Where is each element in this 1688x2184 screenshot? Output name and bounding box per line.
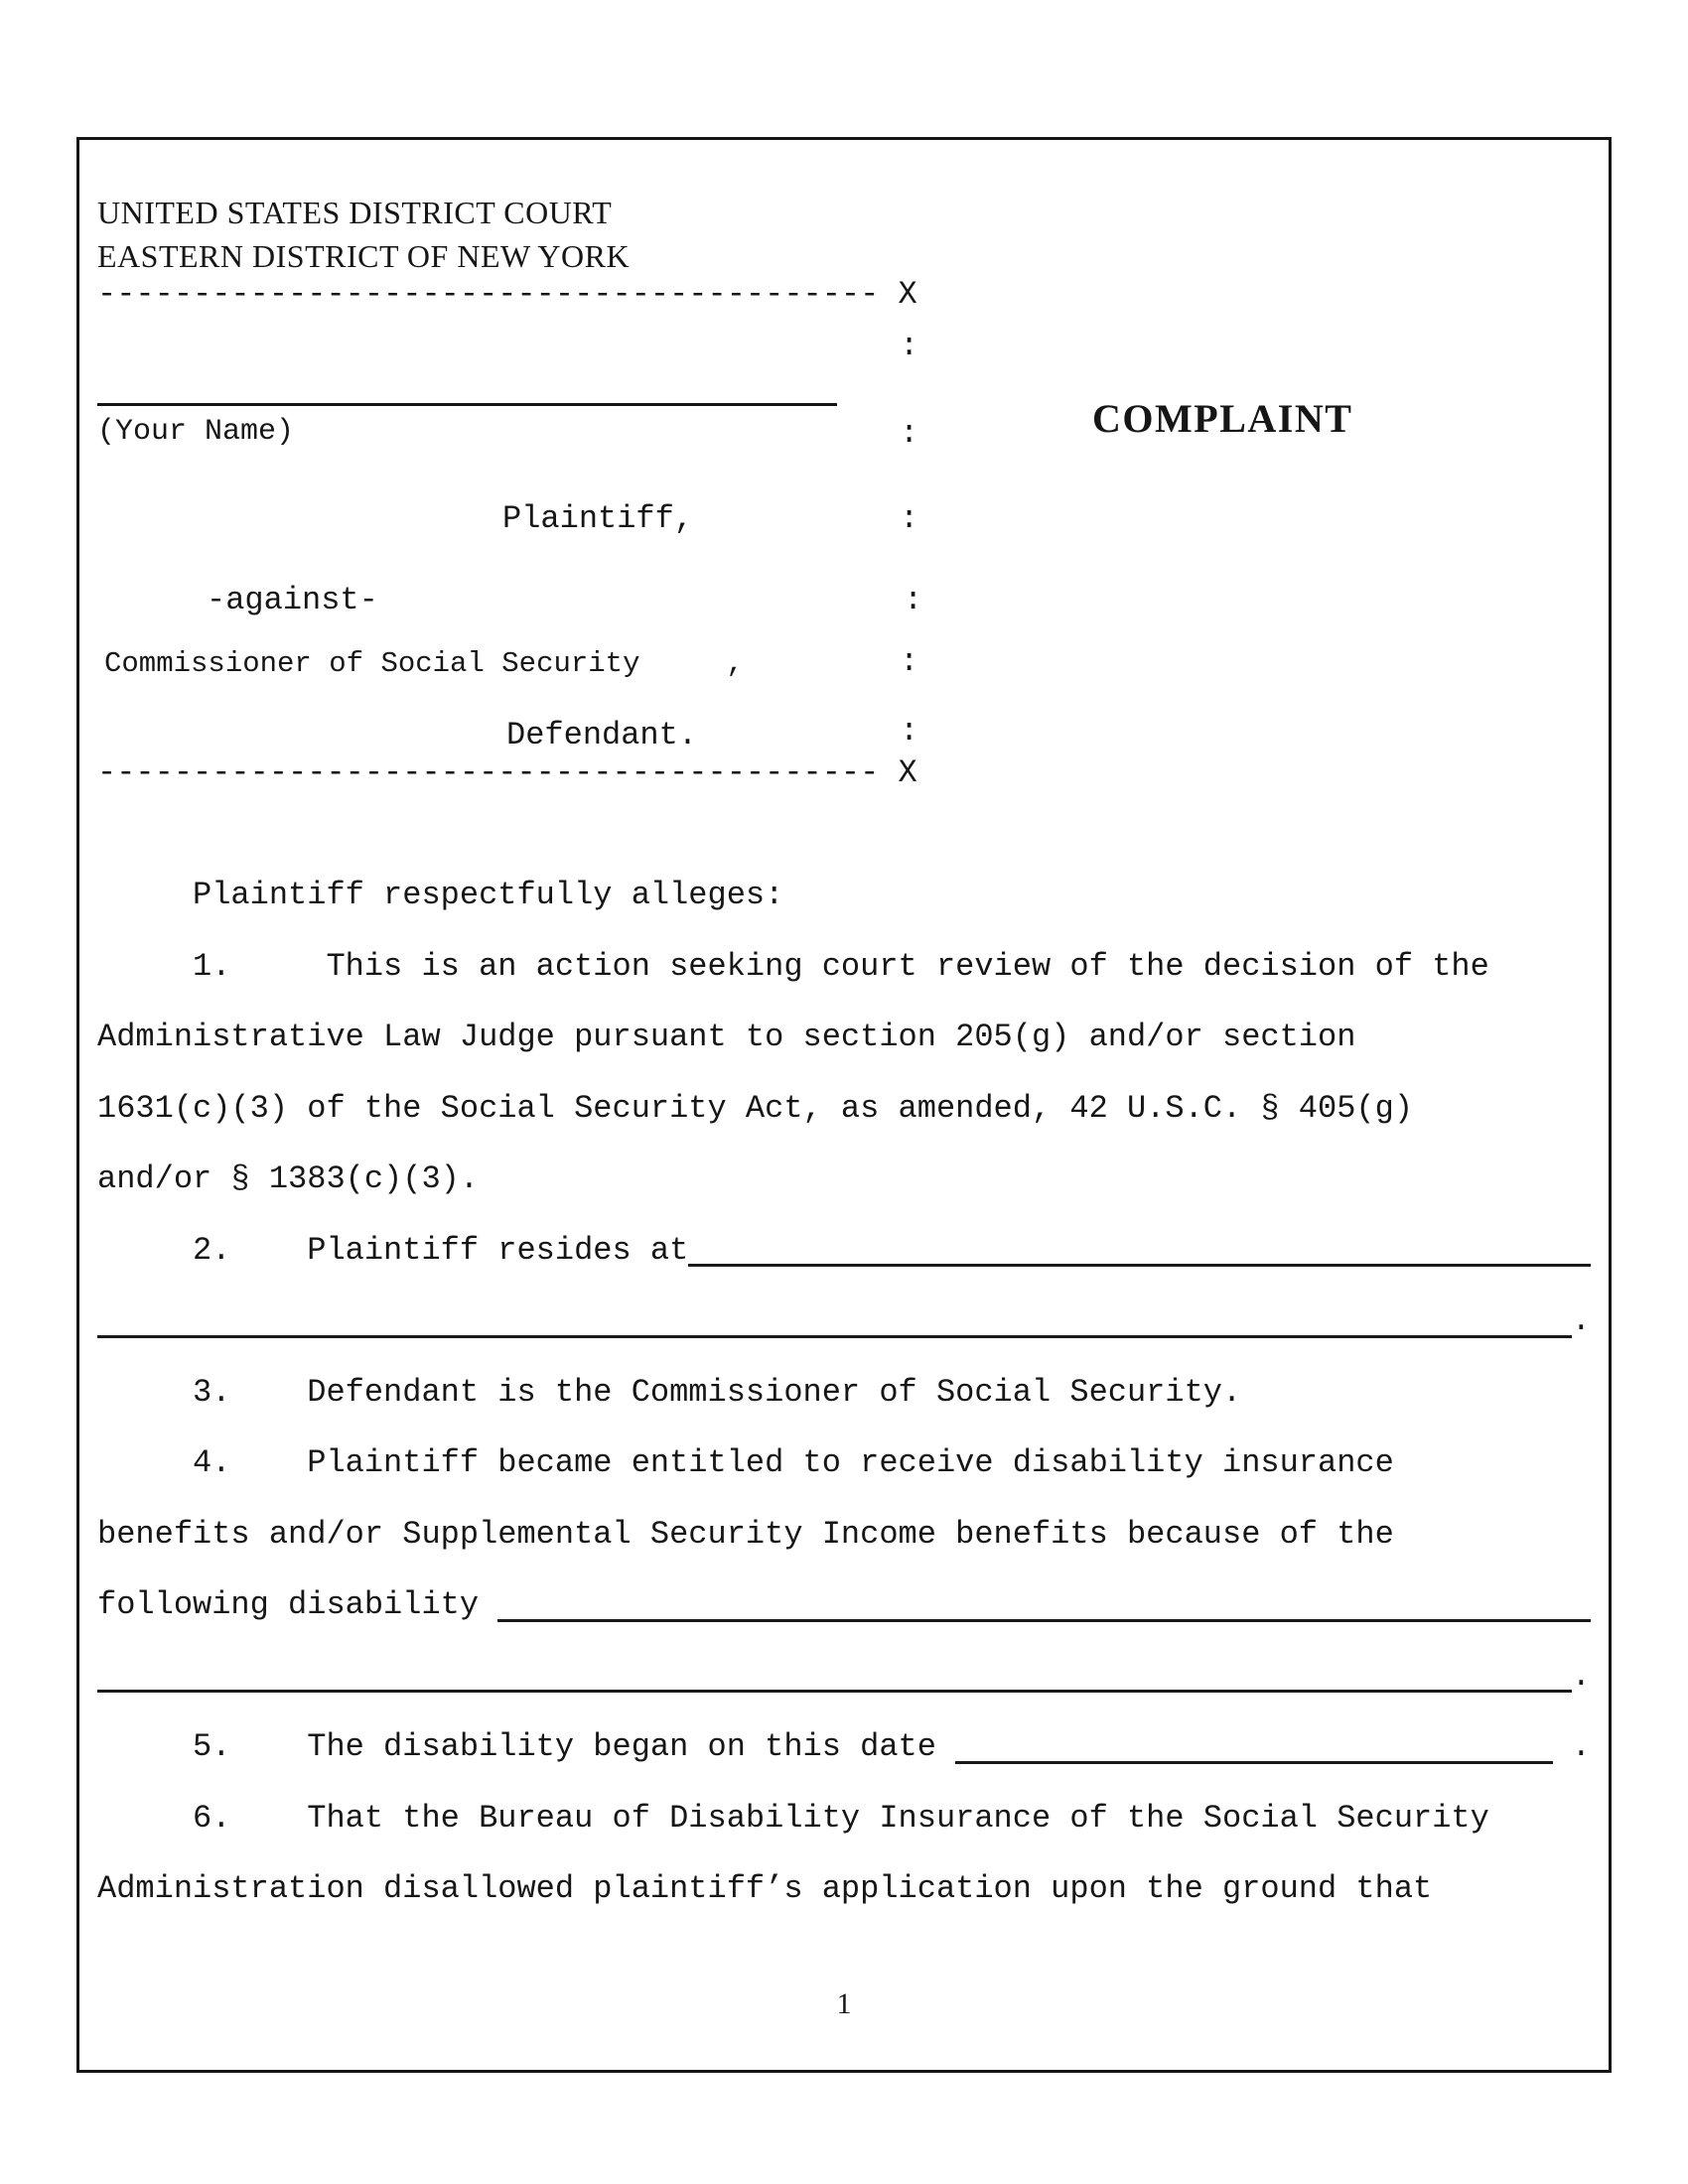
- caption-dash-line-bottom: ----------------------------------------- X: [97, 754, 917, 791]
- residence-blank-line: [688, 1264, 1591, 1267]
- disability-blank-line: [497, 1619, 1591, 1622]
- complaint-body: [97, 860, 1591, 1925]
- paragraph-5-period: .: [1552, 1728, 1591, 1765]
- paragraph-5-line-1: [97, 1711, 1591, 1783]
- paragraph-1-line-2: Administrative Law Judge pursuant to section 205(g) and/or section: [97, 1019, 1356, 1055]
- paragraph-1-line-4: and/or § 1383(c)(3).: [97, 1160, 480, 1197]
- plaintiff-label: Plaintiff,: [502, 500, 694, 537]
- residence-blank-line-2: [97, 1335, 1572, 1338]
- disability-date-blank-line: [955, 1761, 1552, 1764]
- defendant-name-line: Commissioner of Social Security ,: [104, 647, 744, 680]
- caption-colon-6: :: [900, 713, 919, 750]
- disability-blank-line-2: [97, 1690, 1572, 1693]
- paragraph-2-line-2: [97, 1286, 1591, 1357]
- court-name-line1: UNITED STATES DISTRICT COURT: [97, 195, 613, 230]
- paragraph-6-line-1: 6. That the Bureau of Disability Insurance of the Social Security: [97, 1799, 1489, 1837]
- alleges-line: Plaintiff respectfully alleges:: [97, 877, 784, 913]
- paragraph-4-line-2: benefits and/or Supplemental Security Income benefits because of the: [97, 1515, 1394, 1553]
- paragraph-4-line-3: [97, 1570, 1591, 1641]
- against-label: -against-: [207, 582, 378, 618]
- paragraph-4-line-1: 4. Plaintiff became entitled to receive disability insurance: [97, 1444, 1394, 1481]
- caption-colon-4: :: [904, 582, 923, 618]
- paragraph-2-period: .: [1571, 1302, 1591, 1339]
- resides-at-text: 2. Plaintiff resides at: [97, 1231, 689, 1269]
- complaint-title: COMPLAINT: [1092, 396, 1353, 441]
- caption-colon-5: :: [900, 643, 919, 680]
- your-name-label: (Your Name): [97, 415, 295, 449]
- paragraph-2-line-1: [97, 1215, 1591, 1287]
- your-name-blank-line: [97, 403, 837, 406]
- page-number: 1: [836, 1987, 852, 2020]
- court-name-line2: EASTERN DISTRICT OF NEW YORK: [97, 238, 631, 274]
- caption-dash-line-top: ----------------------------------------- X: [97, 276, 917, 313]
- paragraph-3-line-1: 3. Defendant is the Commissioner of Social Security.: [97, 1373, 1242, 1411]
- caption-colon-3: :: [900, 500, 919, 537]
- paragraph-6-line-2: Administration disallowed plaintiff’s application upon the ground that: [97, 1870, 1433, 1907]
- caption-colon-2: :: [900, 415, 919, 452]
- disability-date-text: 5. The disability began on this date: [97, 1728, 956, 1765]
- disability-text: following disability: [97, 1586, 498, 1623]
- defendant-label: Defendant.: [506, 717, 698, 753]
- paragraph-1-line-1: 1. This is an action seeking court review of the decision of the: [97, 947, 1489, 985]
- caption-colon-1: :: [900, 328, 919, 364]
- paragraph-4-period: .: [1571, 1657, 1591, 1695]
- paragraph-1-line-3: 1631(c)(3) of the Social Security Act, as amended, 42 U.S.C. § 405(g): [97, 1089, 1414, 1127]
- paragraph-4-line-4: [97, 1641, 1591, 1712]
